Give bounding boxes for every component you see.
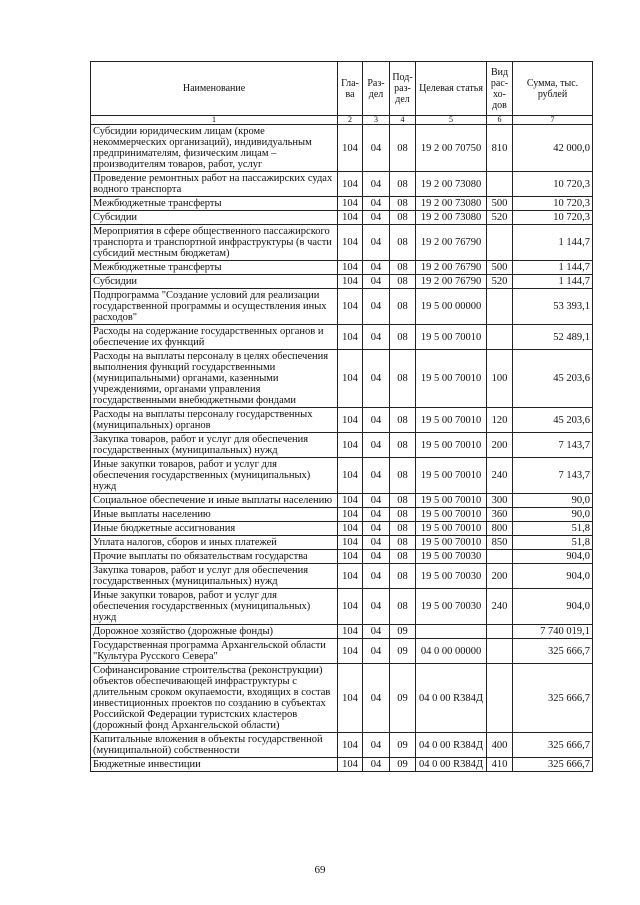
cell-chapter: 104 [338,211,363,225]
column-number: 6 [487,116,513,125]
cell-target-article: 04 0 00 00000 [416,639,487,664]
cell-subsection: 08 [390,433,416,458]
cell-subsection: 08 [390,536,416,550]
cell-subsection: 08 [390,325,416,350]
cell-sum: 90,0 [513,494,593,508]
table-row [91,275,593,289]
cell-expense-type: 810 [487,125,513,172]
cell-expense-type: 100 [487,350,513,408]
column-number: 3 [363,116,390,125]
cell-target-article: 19 2 00 73080 [416,172,487,197]
cell-subsection: 08 [390,172,416,197]
cell-sum: 1 144,7 [513,225,593,261]
cell-target-article: 19 2 00 76790 [416,225,487,261]
table-row [91,564,593,589]
cell-chapter: 104 [338,350,363,408]
column-number: 7 [513,116,593,125]
cell-name: Мероприятия в сфере общественного пассажирского транспорта и транспортной инфраструктуры (в части субсидий местным бюджетам) [91,225,338,261]
cell-sum: 51,8 [513,522,593,536]
cell-chapter: 104 [338,458,363,494]
table-row [91,261,593,275]
cell-sum: 51,8 [513,536,593,550]
cell-subsection: 09 [390,758,416,772]
cell-expense-type: 850 [487,536,513,550]
cell-section: 04 [363,172,390,197]
cell-sum: 10 720,3 [513,172,593,197]
cell-target-article: 19 2 00 76790 [416,275,487,289]
cell-target-article: 19 5 00 70030 [416,550,487,564]
cell-expense-type [487,289,513,325]
cell-chapter: 104 [338,664,363,733]
cell-sum: 90,0 [513,508,593,522]
cell-chapter: 104 [338,408,363,433]
cell-expense-type: 360 [487,508,513,522]
cell-expense-type: 300 [487,494,513,508]
cell-section: 04 [363,494,390,508]
cell-subsection: 09 [390,625,416,639]
cell-sum: 7 740 019,1 [513,625,593,639]
cell-name: Дорожное хозяйство (дорожные фонды) [91,625,338,639]
cell-sum: 904,0 [513,589,593,625]
table-row [91,172,593,197]
table-row [91,197,593,211]
cell-sum: 1 144,7 [513,275,593,289]
cell-subsection: 08 [390,589,416,625]
cell-chapter: 104 [338,433,363,458]
table-row [91,225,593,261]
cell-section: 04 [363,433,390,458]
column-number: 1 [91,116,338,125]
cell-target-article: 19 2 00 70750 [416,125,487,172]
table-row [91,522,593,536]
cell-expense-type: 520 [487,211,513,225]
page-number: 69 [314,864,326,876]
header-chapter: Гла-ва [338,62,363,116]
cell-target-article: 19 5 00 00000 [416,289,487,325]
cell-section: 04 [363,325,390,350]
cell-target-article: 04 0 00 R384Д [416,733,487,758]
cell-chapter: 104 [338,733,363,758]
cell-chapter: 104 [338,325,363,350]
cell-subsection: 09 [390,639,416,664]
cell-target-article: 19 5 00 70010 [416,536,487,550]
cell-chapter: 104 [338,550,363,564]
header-sum: Сумма, тыс. рублей [513,62,593,116]
cell-name: Иные выплаты населению [91,508,338,522]
cell-sum: 42 000,0 [513,125,593,172]
cell-subsection: 09 [390,733,416,758]
cell-sum: 325 666,7 [513,733,593,758]
cell-expense-type: 240 [487,589,513,625]
cell-sum: 10 720,3 [513,211,593,225]
header-subsection: Под-раз-дел [390,62,416,116]
cell-name: Иные закупки товаров, работ и услуг для обеспечения государственных (муниципальных) нужд [91,458,338,494]
cell-subsection: 08 [390,494,416,508]
cell-name: Капитальные вложения в объекты государственной (муниципальной) собственности [91,733,338,758]
cell-expense-type: 120 [487,408,513,433]
header-section: Раз-дел [363,62,390,116]
cell-sum: 325 666,7 [513,639,593,664]
cell-section: 04 [363,508,390,522]
cell-sum: 325 666,7 [513,758,593,772]
cell-chapter: 104 [338,225,363,261]
cell-chapter: 104 [338,125,363,172]
cell-section: 04 [363,125,390,172]
column-number: 4 [390,116,416,125]
table-row [91,211,593,225]
cell-sum: 7 143,7 [513,433,593,458]
cell-expense-type: 800 [487,522,513,536]
table-row [91,350,593,408]
cell-name: Бюджетные инвестиции [91,758,338,772]
cell-target-article: 19 5 00 70010 [416,350,487,408]
cell-sum: 10 720,3 [513,197,593,211]
cell-subsection: 08 [390,225,416,261]
table-row [91,664,593,733]
cell-section: 04 [363,664,390,733]
cell-chapter: 104 [338,564,363,589]
cell-name: Субсидии юридическим лицам (кроме некоммерческих организаций), индивидуальным предпринимателям, физическим лицам – производителям товаров, работ, услуг [91,125,338,172]
cell-name: Уплата налогов, сборов и иных платежей [91,536,338,550]
cell-expense-type: 500 [487,197,513,211]
column-number: 5 [416,116,487,125]
cell-section: 04 [363,211,390,225]
cell-sum: 904,0 [513,550,593,564]
cell-subsection: 08 [390,350,416,408]
cell-subsection: 08 [390,458,416,494]
cell-sum: 45 203,6 [513,408,593,433]
cell-name: Субсидии [91,275,338,289]
cell-expense-type [487,639,513,664]
cell-name: Проведение ремонтных работ на пассажирских судах водного транспорта [91,172,338,197]
cell-chapter: 104 [338,275,363,289]
cell-sum: 7 143,7 [513,458,593,494]
cell-section: 04 [363,758,390,772]
table-row [91,433,593,458]
cell-chapter: 104 [338,522,363,536]
cell-expense-type: 400 [487,733,513,758]
cell-subsection: 08 [390,261,416,275]
cell-subsection: 08 [390,211,416,225]
cell-chapter: 104 [338,172,363,197]
table-row [91,325,593,350]
cell-section: 04 [363,564,390,589]
cell-expense-type [487,172,513,197]
cell-chapter: 104 [338,625,363,639]
table-row [91,758,593,772]
cell-name: Софинансирование строительства (реконструкции) объектов обеспечивающей инфраструктуры с длительным сроком окупаемости, входящих в состав инвестиционных проектов по созданию в субъектах Российской Федерации туристских кластеров (дорожный фонд Архангельской области) [91,664,338,733]
cell-target-article: 19 5 00 70010 [416,433,487,458]
cell-section: 04 [363,275,390,289]
table-row [91,536,593,550]
cell-target-article: 19 5 00 70010 [416,408,487,433]
cell-chapter: 104 [338,508,363,522]
table-row [91,639,593,664]
cell-name: Социальное обеспечение и иные выплаты населению [91,494,338,508]
cell-chapter: 104 [338,289,363,325]
cell-chapter: 104 [338,589,363,625]
cell-expense-type [487,325,513,350]
cell-name: Межбюджетные трансферты [91,261,338,275]
column-number-row [91,116,593,125]
cell-subsection: 08 [390,408,416,433]
cell-target-article: 19 2 00 73080 [416,197,487,211]
cell-name: Подпрограмма "Создание условий для реализации государственной программы и осуществления иных расходов" [91,289,338,325]
cell-section: 04 [363,408,390,433]
cell-chapter: 104 [338,536,363,550]
cell-expense-type: 200 [487,564,513,589]
cell-target-article: 19 5 00 70010 [416,494,487,508]
table-row [91,589,593,625]
header-expense-type: Вид рас-хо-дов [487,62,513,116]
table-row [91,508,593,522]
table-row [91,289,593,325]
cell-section: 04 [363,350,390,408]
cell-section: 04 [363,458,390,494]
table-row [91,733,593,758]
cell-subsection: 08 [390,522,416,536]
cell-section: 04 [363,197,390,211]
cell-subsection: 08 [390,275,416,289]
cell-sum: 1 144,7 [513,261,593,275]
table-row [91,408,593,433]
cell-target-article: 04 0 00 R384Д [416,664,487,733]
column-number: 2 [338,116,363,125]
cell-name: Иные бюджетные ассигнования [91,522,338,536]
table-row [91,625,593,639]
cell-chapter: 104 [338,639,363,664]
cell-chapter: 104 [338,261,363,275]
cell-section: 04 [363,225,390,261]
cell-name: Расходы на содержание государственных органов и обеспечение их функций [91,325,338,350]
cell-chapter: 104 [338,758,363,772]
cell-name: Субсидии [91,211,338,225]
table-row [91,125,593,172]
cell-name: Государственная программа Архангельской области "Культура Русского Севера" [91,639,338,664]
table-row [91,550,593,564]
cell-chapter: 104 [338,494,363,508]
cell-expense-type [487,225,513,261]
cell-target-article: 19 2 00 73080 [416,211,487,225]
cell-subsection: 08 [390,508,416,522]
cell-section: 04 [363,536,390,550]
cell-section: 04 [363,733,390,758]
cell-expense-type: 520 [487,275,513,289]
cell-expense-type [487,664,513,733]
cell-subsection: 08 [390,125,416,172]
header-row [91,62,593,116]
cell-subsection: 08 [390,197,416,211]
cell-name: Закупка товаров, работ и услуг для обеспечения государственных (муниципальных) нужд [91,433,338,458]
cell-target-article: 19 5 00 70010 [416,458,487,494]
cell-subsection: 08 [390,550,416,564]
cell-name: Закупка товаров, работ и услуг для обеспечения государственных (муниципальных) нужд [91,564,338,589]
cell-sum: 45 203,6 [513,350,593,408]
cell-target-article: 19 5 00 70030 [416,589,487,625]
cell-target-article: 19 2 00 76790 [416,261,487,275]
budget-table [90,61,593,772]
table-body [91,125,593,772]
cell-section: 04 [363,261,390,275]
header-target-article: Целевая статья [416,62,487,116]
cell-section: 04 [363,289,390,325]
cell-expense-type: 240 [487,458,513,494]
cell-target-article: 19 5 00 70010 [416,325,487,350]
cell-subsection: 08 [390,564,416,589]
cell-expense-type [487,550,513,564]
cell-name: Расходы на выплаты персоналу государственных (муниципальных) органов [91,408,338,433]
cell-sum: 325 666,7 [513,664,593,733]
cell-chapter: 104 [338,197,363,211]
cell-section: 04 [363,550,390,564]
table-row [91,494,593,508]
cell-expense-type [487,625,513,639]
cell-subsection: 09 [390,664,416,733]
cell-section: 04 [363,589,390,625]
cell-expense-type: 410 [487,758,513,772]
cell-target-article: 04 0 00 R384Д [416,758,487,772]
cell-target-article: 19 5 00 70010 [416,508,487,522]
cell-target-article: 19 5 00 70030 [416,564,487,589]
cell-subsection: 08 [390,289,416,325]
table-row [91,458,593,494]
cell-sum: 904,0 [513,564,593,589]
cell-expense-type: 500 [487,261,513,275]
cell-name: Прочие выплаты по обязательствам государства [91,550,338,564]
header-name: Наименование [91,62,338,116]
cell-sum: 53 393,1 [513,289,593,325]
cell-section: 04 [363,522,390,536]
cell-expense-type: 200 [487,433,513,458]
cell-section: 04 [363,639,390,664]
cell-name: Иные закупки товаров, работ и услуг для обеспечения государственных (муниципальных) нужд [91,589,338,625]
cell-name: Расходы на выплаты персоналу в целях обеспечения выполнения функций государственными (муниципальными) органами, казенными учреждениями, органами управления государственными внебюджетными фондами [91,350,338,408]
cell-target-article: 19 5 00 70010 [416,522,487,536]
cell-target-article [416,625,487,639]
cell-sum: 52 489,1 [513,325,593,350]
cell-section: 04 [363,625,390,639]
cell-name: Межбюджетные трансферты [91,197,338,211]
